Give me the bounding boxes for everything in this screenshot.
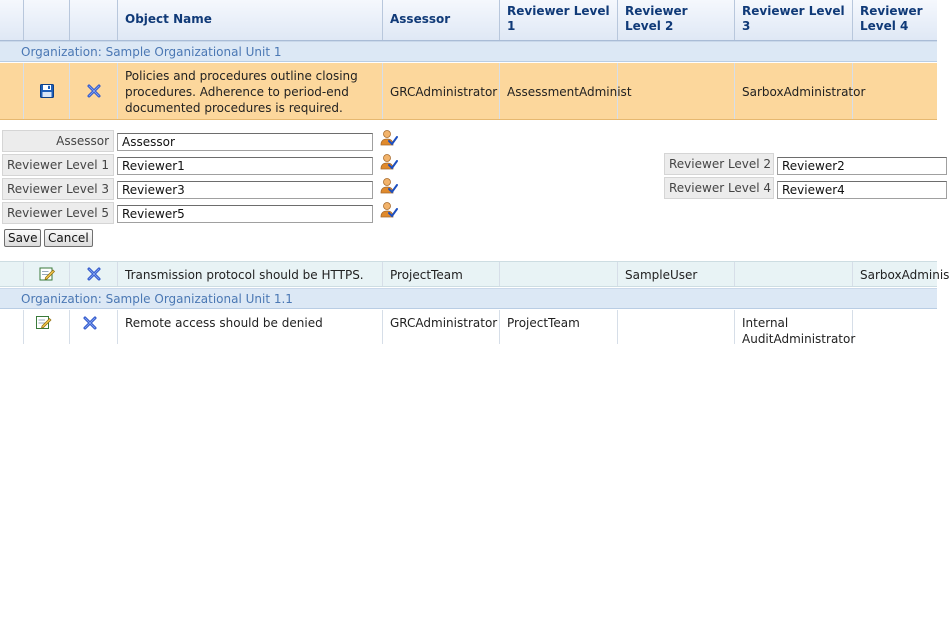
user-check-icon[interactable] [380,153,398,171]
header-assessor[interactable]: Assessor [383,0,500,40]
grid-header [0,0,937,41]
reviewer-level-4-label: Reviewer Level 4 [664,177,774,199]
user-check-icon[interactable] [380,129,398,147]
assessor-cell: ProjectTeam [383,262,500,286]
group-header-unit-1-1 [0,288,937,309]
delete-row-button[interactable] [70,63,118,119]
reviewer-level-1-cell [500,262,618,286]
edit-row-button[interactable] [24,262,70,286]
user-check-icon[interactable] [380,201,398,219]
reviewer-level-3-label: Reviewer Level 3 [2,178,114,200]
row-spacer-cell [0,310,24,344]
blue-x-icon [83,316,97,330]
cancel-button[interactable]: Cancel [44,229,93,247]
edit-row-button[interactable] [24,310,70,344]
row-spacer-cell [0,63,24,119]
reviewer-level-4-cell: SarboxAdminis [860,268,949,282]
reviewer-level-2-input[interactable] [777,157,947,175]
header-spacer-cell [0,0,24,40]
header-action-col-2 [70,0,118,40]
header-object-name[interactable]: Object Name [118,0,383,40]
reviewer-level-4-cell [853,63,937,119]
blue-x-icon [87,84,101,98]
group-label: Organization: Sample Organizational Unit 1 [21,45,282,59]
reviewer-level-1-cell: AssessmentAdminist [500,63,618,119]
reviewer-level-1-label: Reviewer Level 1 [2,154,114,176]
header-action-col-1 [24,0,70,40]
reviewer-level-3-cell [735,262,853,286]
reviewer-level-2-label: Reviewer Level 2 [664,153,774,175]
object-name-cell: Transmission protocol should be HTTPS. [118,262,383,286]
header-reviewer-level-4[interactable]: Reviewer Level 4 [860,4,923,33]
assessor-label: Assessor [2,130,114,152]
reviewer-level-1-input[interactable] [117,157,373,175]
reviewer-level-3-cell: Internal AuditAdministrator [735,310,853,344]
edit-form [0,120,937,261]
floppy-disk-icon [40,84,54,98]
assessor-cell: GRCAdministrator [383,63,500,119]
reviewer-level-2-cell: SampleUser [618,262,735,286]
table-row[interactable] [0,261,949,287]
save-button[interactable]: Save [4,229,41,247]
assessor-input[interactable] [117,133,373,151]
reviewer-level-4-input[interactable] [777,181,947,199]
reviewer-level-2-cell [618,63,735,119]
reviewer-level-5-label: Reviewer Level 5 [2,202,114,224]
save-row-button[interactable] [24,63,70,119]
object-name-cell: Policies and procedures outline closing procedures. Adherence to period-end documented procedures is required. [118,63,383,119]
pencil-note-icon [36,315,51,330]
table-row[interactable] [0,310,937,344]
object-name-cell: Remote access should be denied [118,310,383,344]
reviewer-level-1-cell: ProjectTeam [500,310,618,344]
reviewer-level-2-cell [618,310,735,344]
reviewer-level-3-cell: SarboxAdministrator [735,63,853,119]
header-reviewer-level-1[interactable]: Reviewer Level 1 [500,0,618,40]
delete-row-button[interactable] [70,262,118,286]
group-header-unit-1 [0,41,937,62]
delete-row-button[interactable] [70,310,118,344]
header-reviewer-level-2[interactable]: Reviewer Level 2 [618,0,735,40]
row-spacer-cell [0,262,24,286]
user-check-icon[interactable] [380,177,398,195]
reviewer-level-4-cell [853,310,937,344]
table-row-selected[interactable] [0,63,937,120]
assessor-cell: GRCAdministrator [383,310,500,344]
header-reviewer-level-3[interactable]: Reviewer Level 3 [735,0,853,40]
blue-x-icon [87,267,101,281]
reviewer-level-3-input[interactable] [117,181,373,199]
reviewer-level-5-input[interactable] [117,205,373,223]
group-label: Organization: Sample Organizational Unit 1.1 [21,292,293,306]
pencil-note-icon [39,267,54,282]
